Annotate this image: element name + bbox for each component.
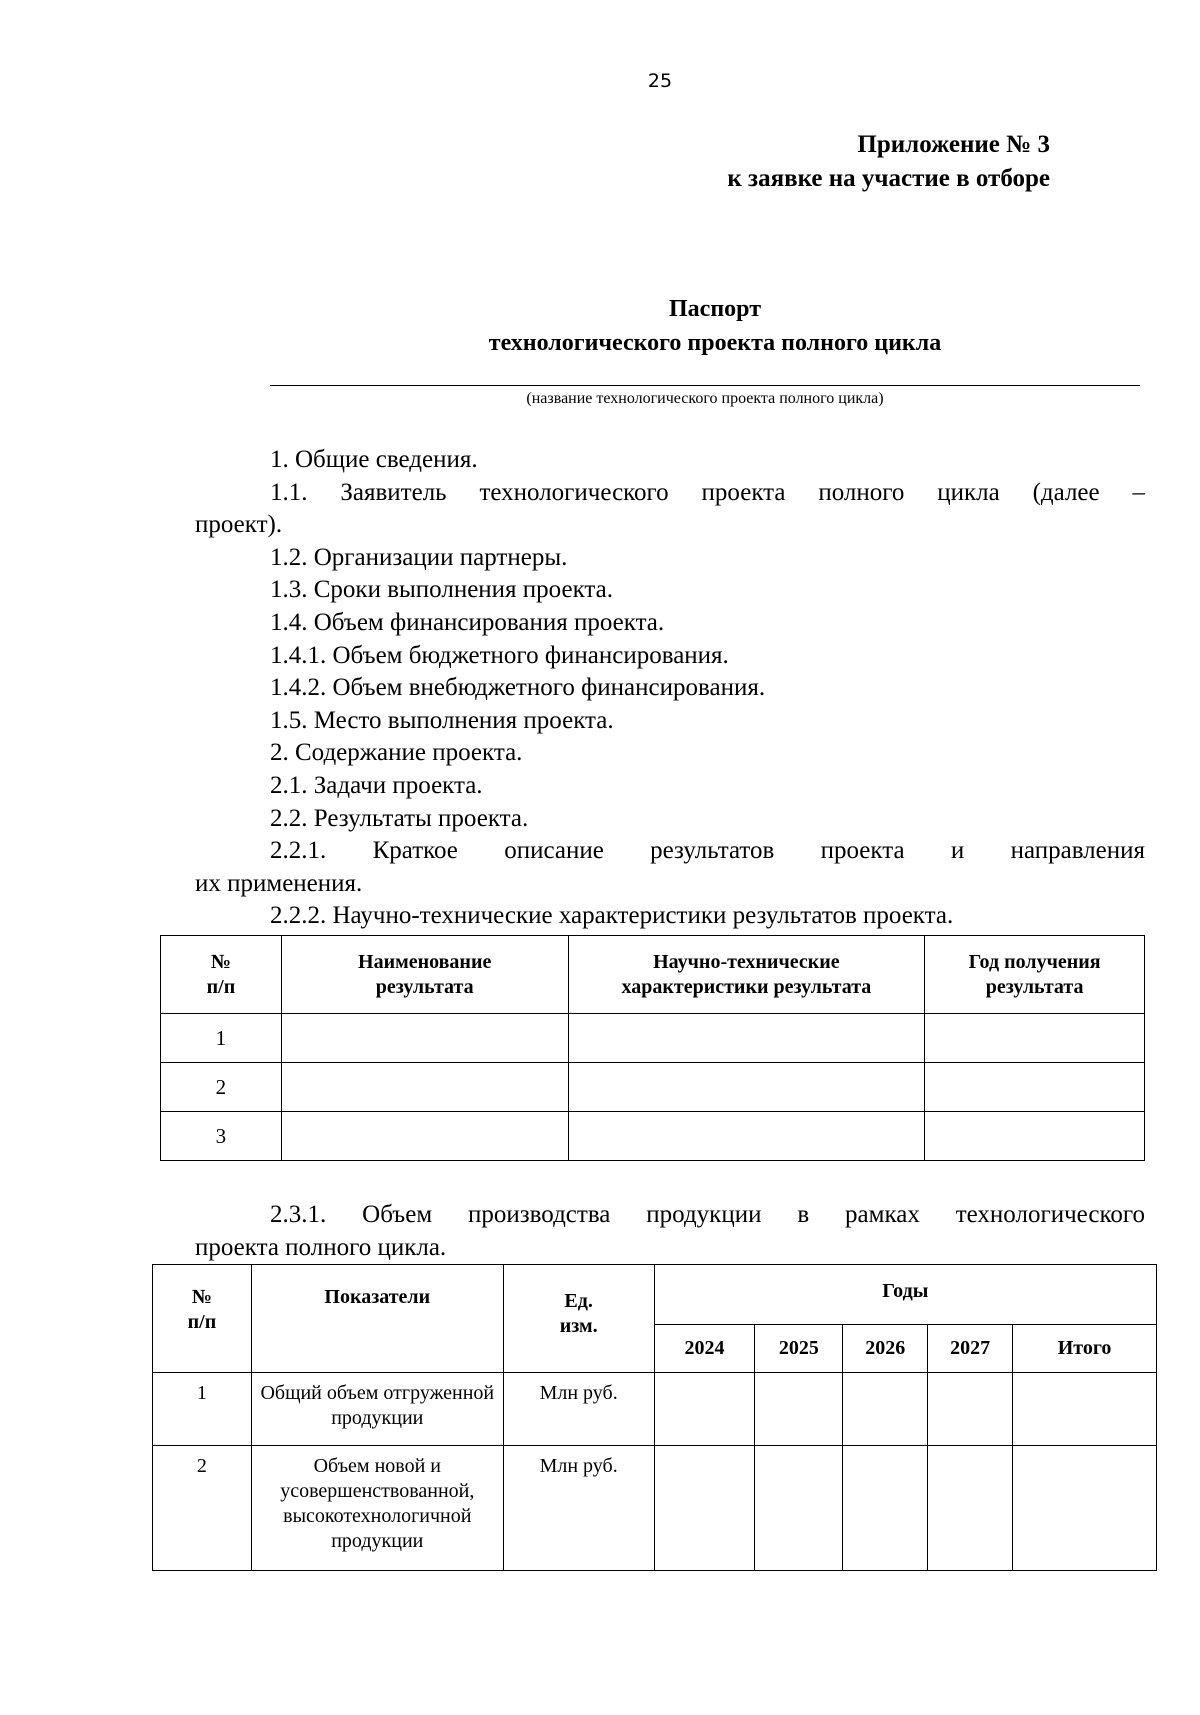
section-2-2-1: 2.2.1. Краткое описание результатов проекта и направления <box>270 837 1145 865</box>
production-row-indicator: Объем новой и усовершенствованной, высокотехнологичной продукции <box>251 1446 503 1571</box>
production-col-unit: Ед. изм. <box>503 1265 654 1373</box>
results-cell-year[interactable] <box>925 1112 1145 1161</box>
production-row <box>153 1373 1157 1446</box>
results-row <box>161 1063 1145 1112</box>
results-col-year: Год получения результата <box>925 936 1145 1014</box>
section-2: 2. Содержание проекта. <box>270 739 523 767</box>
section-2-1: 2.1. Задачи проекта. <box>270 771 483 799</box>
section-1-1: 1.1. Заявитель технологического проекта полного цикла (далее – <box>270 478 1145 506</box>
section-1-4-2: 1.4.2. Объем внебюджетного финансирования. <box>270 674 766 702</box>
results-header-row <box>161 936 1145 1014</box>
section-2-2-1-cont: их применения. <box>195 869 363 897</box>
production-cell-2026[interactable] <box>843 1373 928 1446</box>
section-1-2: 1.2. Организации партнеры. <box>270 543 568 571</box>
production-row <box>153 1446 1157 1571</box>
production-cell-total[interactable] <box>1013 1446 1157 1571</box>
title-line-1: Паспорт <box>669 296 761 322</box>
section-1-4: 1.4. Объем финансирования проекта. <box>270 608 665 636</box>
production-cell-2027[interactable] <box>928 1446 1013 1571</box>
results-cell-name[interactable] <box>281 1063 568 1112</box>
production-col-num: № п/п <box>153 1265 252 1373</box>
section-1-4-1: 1.4.1. Объем бюджетного финансирования. <box>270 641 729 669</box>
year-2025: 2025 <box>755 1325 843 1373</box>
section-1-3: 1.3. Сроки выполнения проекта. <box>270 576 613 604</box>
section-2-3-1: 2.3.1. Объем производства продукции в рамках технологического <box>270 1201 1145 1228</box>
results-cell-characteristics[interactable] <box>568 1014 925 1063</box>
results-cell-characteristics[interactable] <box>568 1063 925 1112</box>
production-col-indicator: Показатели <box>251 1265 503 1373</box>
passport-sections <box>195 444 1145 933</box>
production-cell-2027[interactable] <box>928 1373 1013 1446</box>
section-2-2-2: 2.2.2. Научно-технические характеристики результатов проекта. <box>270 902 954 930</box>
production-row-num: 1 <box>153 1373 252 1446</box>
section-1: 1. Общие сведения. <box>270 446 478 473</box>
production-cell-total[interactable] <box>1013 1373 1157 1446</box>
results-row-num: 1 <box>161 1014 282 1063</box>
title-line-2: технологического проекта полного цикла <box>488 330 942 356</box>
production-cell-2024[interactable] <box>654 1373 755 1446</box>
results-cell-name[interactable] <box>281 1112 568 1161</box>
production-row-unit: Млн руб. <box>503 1446 654 1571</box>
production-cell-2025[interactable] <box>755 1373 843 1446</box>
results-col-characteristics: Научно-технические характеристики результата <box>568 936 925 1014</box>
results-cell-characteristics[interactable] <box>568 1112 925 1161</box>
production-row-unit: Млн руб. <box>503 1373 654 1446</box>
section-2-3-1-paragraph <box>195 1199 1145 1264</box>
results-col-num: № п/п <box>161 936 282 1014</box>
results-row <box>161 1112 1145 1161</box>
section-2-3-1-cont: проекта полного цикла. <box>195 1233 447 1261</box>
results-cell-year[interactable] <box>925 1014 1145 1063</box>
production-cell-2026[interactable] <box>843 1446 928 1571</box>
appendix-line-1: Приложение № 3 <box>857 131 1050 158</box>
project-name-caption: (название технологического проекта полного цикла) <box>526 390 884 407</box>
year-2024: 2024 <box>654 1325 755 1373</box>
section-1-5: 1.5. Место выполнения проекта. <box>270 706 614 734</box>
year-2026: 2026 <box>843 1325 928 1373</box>
production-header-row-1 <box>153 1265 1157 1325</box>
results-row-num: 2 <box>161 1063 282 1112</box>
section-2-2: 2.2. Результаты проекта. <box>270 804 529 832</box>
production-table <box>152 1264 1157 1571</box>
year-total: Итого <box>1013 1325 1157 1373</box>
production-col-years: Годы <box>654 1265 1156 1325</box>
production-row-indicator: Общий объем отгруженной продукции <box>251 1373 503 1446</box>
production-row-num: 2 <box>153 1446 252 1571</box>
appendix-line-2: к заявке на участие в отборе <box>727 165 1050 192</box>
section-1-1-cont: проект). <box>195 511 283 539</box>
results-cell-year[interactable] <box>925 1063 1145 1112</box>
year-2027: 2027 <box>928 1325 1013 1373</box>
results-row-num: 3 <box>161 1112 282 1161</box>
production-cell-2025[interactable] <box>755 1446 843 1571</box>
page-number: 25 <box>647 70 673 92</box>
appendix-header <box>727 128 1050 196</box>
document-title <box>0 292 1200 360</box>
production-cell-2024[interactable] <box>654 1446 755 1571</box>
results-cell-name[interactable] <box>281 1014 568 1063</box>
project-name-line <box>270 385 1140 386</box>
results-table <box>160 935 1145 1161</box>
results-row <box>161 1014 1145 1063</box>
results-col-name: Наименование результата <box>281 936 568 1014</box>
